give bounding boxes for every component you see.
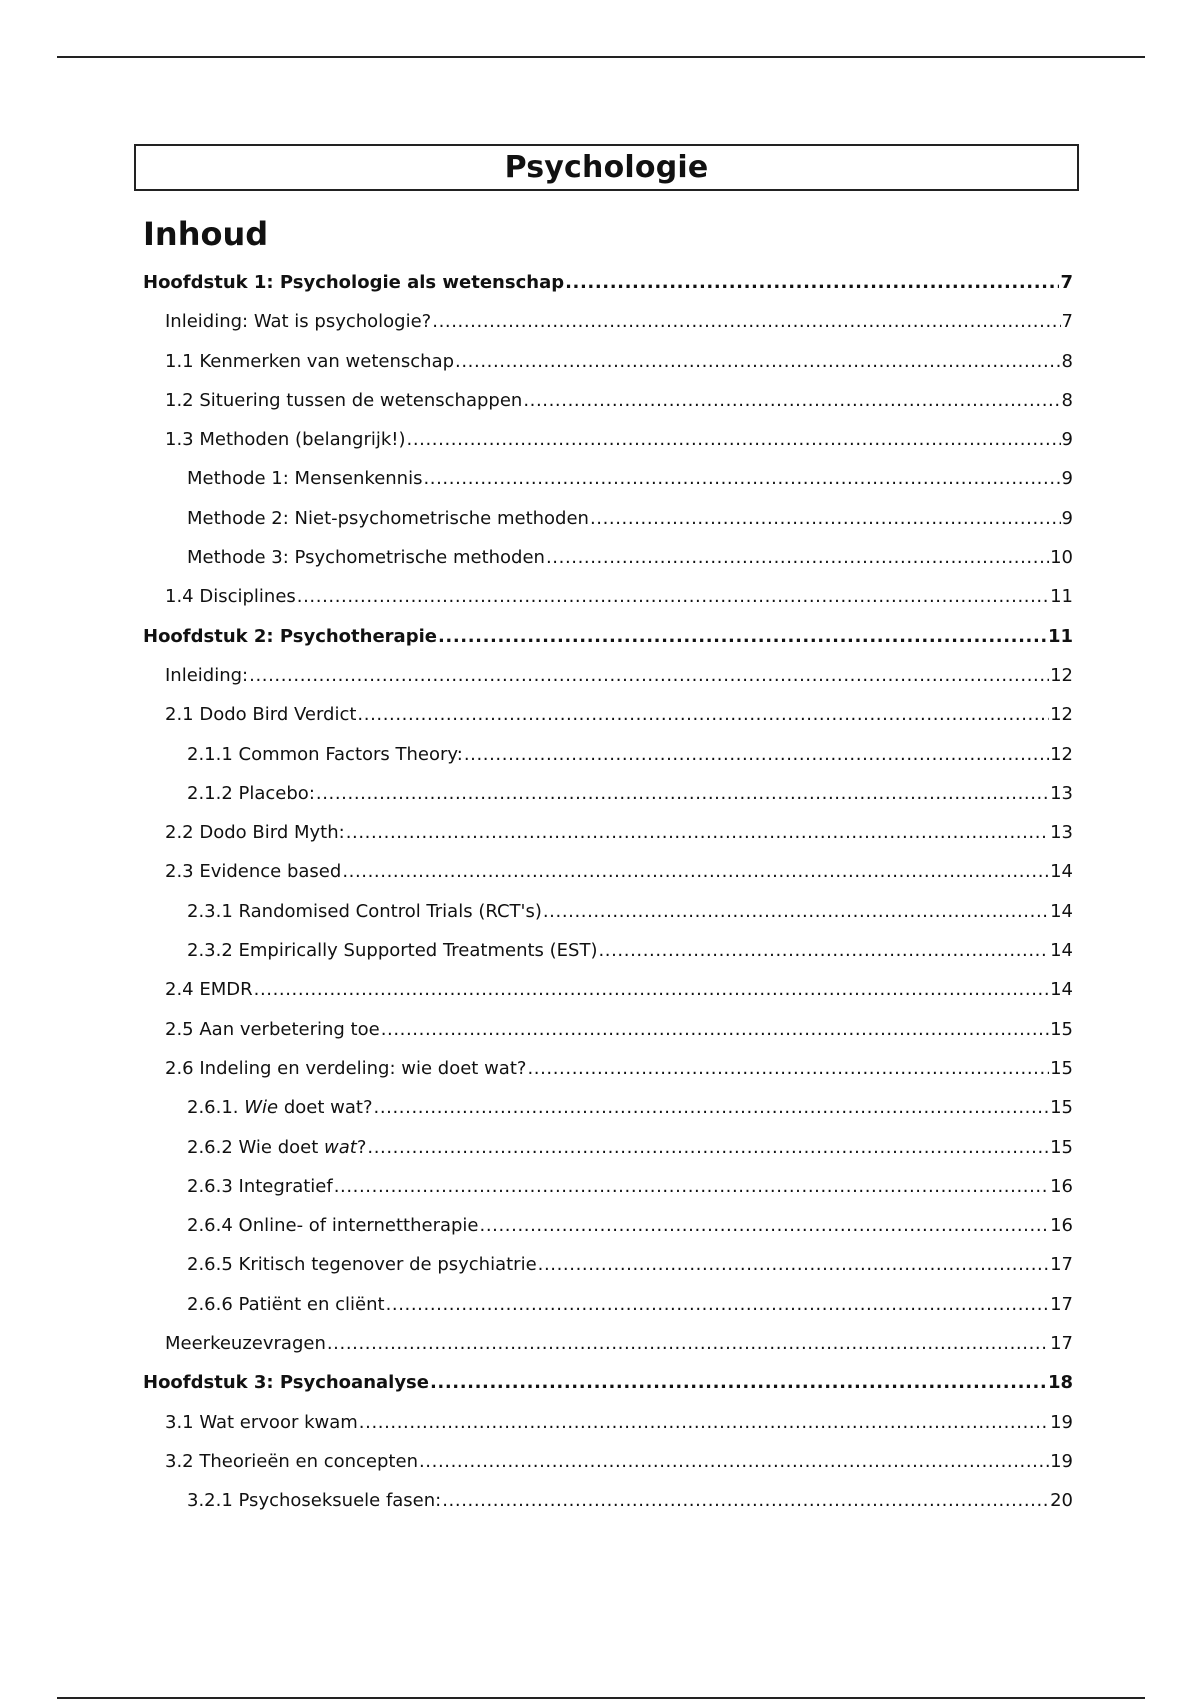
toc-entry-label: 1.1 Kenmerken van wetenschap — [165, 350, 455, 372]
toc-entry-label: Methode 1: Mensenkennis — [187, 468, 423, 490]
toc-entry-page-number: 19 — [1050, 1411, 1073, 1433]
toc-dot-leader — [254, 976, 1049, 1004]
toc-dot-leader — [432, 308, 1060, 336]
toc-entry[interactable] — [143, 819, 1073, 858]
toc-entry-label: Hoofdstuk 2: Psychotherapie — [143, 625, 437, 647]
toc-entry[interactable] — [143, 1487, 1073, 1526]
toc-entry[interactable] — [143, 505, 1073, 544]
toc-entry[interactable] — [143, 465, 1073, 504]
toc-dot-leader — [374, 1094, 1050, 1122]
toc-entry-label: 3.2.1 Psychoseksuele fasen: — [187, 1490, 442, 1512]
toc-entry-label: Meerkeuzevragen — [165, 1333, 326, 1355]
toc-entry-page-number: 16 — [1050, 1175, 1073, 1197]
toc-dot-leader — [297, 583, 1049, 611]
toc-entry-label — [187, 1094, 373, 1122]
toc-entry-page-number: 19 — [1050, 1450, 1073, 1472]
toc-dot-leader — [316, 780, 1049, 808]
toc-dot-leader — [565, 269, 1059, 297]
toc-entry-label-prefix: 2.6.2 Wie doet — [187, 1136, 325, 1158]
document-title-text: Psychologie — [504, 150, 709, 185]
toc-entry-label-prefix: 2.6.1. — [187, 1097, 245, 1119]
toc-entry-page-number: 11 — [1047, 625, 1073, 647]
toc-entry-label: 2.6 Indeling en verdeling: wie doet wat? — [165, 1057, 527, 1079]
toc-entry-label: 2.6.6 Patiënt en cliënt — [187, 1293, 385, 1315]
toc-entry-page-number: 17 — [1050, 1333, 1073, 1355]
toc-entry[interactable] — [143, 623, 1073, 662]
toc-dot-leader — [527, 1055, 1049, 1083]
toc-entry-page-number: 18 — [1047, 1372, 1073, 1394]
toc-dot-leader — [423, 465, 1060, 493]
toc-entry[interactable] — [143, 544, 1073, 583]
toc-entry-label: 2.2 Dodo Bird Myth: — [165, 822, 345, 844]
toc-dot-leader — [381, 1016, 1049, 1044]
toc-dot-leader — [442, 1487, 1049, 1515]
toc-entry-label: 2.3.1 Randomised Control Trials (RCT's) — [187, 900, 542, 922]
toc-entry-label: 1.4 Disciplines — [165, 586, 296, 608]
toc-dot-leader — [546, 544, 1049, 572]
toc-entry-page-number: 20 — [1050, 1490, 1073, 1512]
document-title — [134, 144, 1079, 191]
toc-entry[interactable] — [143, 1291, 1073, 1330]
toc-entry[interactable] — [143, 387, 1073, 426]
toc-entry-label-emphasis: Wie — [244, 1097, 279, 1119]
toc-entry-label: 3.1 Wat ervoor kwam — [165, 1411, 358, 1433]
toc-entry-page-number: 16 — [1050, 1215, 1073, 1237]
toc-entry-page-number: 14 — [1050, 900, 1073, 922]
toc-entry-label: 3.2 Theorieën en concepten — [165, 1450, 418, 1472]
toc-entry[interactable] — [143, 1016, 1073, 1055]
toc-dot-leader — [249, 662, 1049, 690]
toc-dot-leader — [523, 387, 1060, 415]
toc-entry-page-number: 9 — [1061, 429, 1073, 451]
toc-entry[interactable] — [143, 1448, 1073, 1487]
toc-entry[interactable] — [143, 662, 1073, 701]
toc-entry-page-number: 17 — [1050, 1254, 1073, 1276]
toc-dot-leader — [407, 426, 1061, 454]
toc-dot-leader — [386, 1291, 1050, 1319]
toc-heading: Inhoud — [143, 215, 269, 253]
toc-entry-page-number: 15 — [1050, 1097, 1073, 1119]
toc-dot-leader — [438, 623, 1047, 651]
toc-dot-leader — [480, 1212, 1050, 1240]
toc-entry-label: 2.3.2 Empirically Supported Treatments (EST) — [187, 940, 598, 962]
toc-entry-page-number: 10 — [1050, 547, 1073, 569]
toc-entry[interactable] — [143, 1369, 1073, 1408]
toc-entry-label — [187, 1134, 366, 1162]
toc-entry[interactable] — [143, 583, 1073, 622]
toc-dot-leader — [430, 1369, 1047, 1397]
toc-entry[interactable] — [143, 1212, 1073, 1251]
toc-entry[interactable] — [143, 1134, 1073, 1173]
toc-entry-label: Inleiding: — [165, 664, 249, 686]
toc-entry[interactable] — [143, 741, 1073, 780]
toc-entry[interactable] — [143, 348, 1073, 387]
footer-rule — [57, 1697, 1145, 1699]
toc-entry[interactable] — [143, 1409, 1073, 1448]
toc-dot-leader — [598, 937, 1049, 965]
toc-entry-page-number: 7 — [1060, 272, 1073, 293]
toc-entry[interactable] — [143, 858, 1073, 897]
toc-entry-label: 2.1.2 Placebo: — [187, 782, 315, 804]
toc-entry-label: 2.5 Aan verbetering toe — [165, 1018, 380, 1040]
toc-entry-label: Methode 2: Niet-psychometrische methoden — [187, 507, 589, 529]
toc-dot-leader — [419, 1448, 1049, 1476]
toc-entry-label-suffix: ? — [356, 1136, 367, 1158]
toc-dot-leader — [327, 1330, 1049, 1358]
header-rule — [57, 56, 1145, 58]
toc-entry[interactable] — [143, 1094, 1073, 1133]
toc-dot-leader — [334, 1173, 1049, 1201]
toc-entry[interactable] — [143, 308, 1073, 347]
toc-entry-page-number: 14 — [1050, 940, 1073, 962]
toc-entry-label: 2.1.1 Common Factors Theory: — [187, 743, 463, 765]
toc-entry-label: Hoofdstuk 1: Psychologie als wetenschap — [143, 272, 565, 293]
toc-entry-label: 2.6.3 Integratief — [187, 1175, 333, 1197]
toc-entry-label: 2.4 EMDR — [165, 979, 253, 1001]
toc-entry[interactable] — [143, 701, 1073, 740]
toc-entry[interactable] — [143, 780, 1073, 819]
toc-entry-page-number: 17 — [1050, 1293, 1073, 1315]
toc-entry-page-number: 11 — [1050, 586, 1073, 608]
toc-entry-label: Methode 3: Psychometrische methoden — [187, 547, 545, 569]
toc-entry-page-number: 14 — [1050, 861, 1073, 883]
toc-entry[interactable] — [143, 269, 1073, 308]
toc-entry[interactable] — [143, 898, 1073, 937]
toc-entry-page-number: 14 — [1050, 979, 1073, 1001]
toc-entry-page-number: 13 — [1050, 822, 1073, 844]
toc-entry[interactable] — [143, 976, 1073, 1015]
toc-entry[interactable] — [143, 1055, 1073, 1094]
toc-entry-page-number: 12 — [1050, 664, 1073, 686]
toc-entry-page-number: 12 — [1050, 704, 1073, 726]
toc-dot-leader — [367, 1134, 1049, 1162]
toc-entry[interactable] — [143, 937, 1073, 976]
toc-entry-label: 1.3 Methoden (belangrijk!) — [165, 429, 406, 451]
toc-entry-page-number: 15 — [1050, 1018, 1073, 1040]
toc-entry[interactable] — [143, 1330, 1073, 1369]
toc-entry-label: 2.6.5 Kritisch tegenover de psychiatrie — [187, 1254, 537, 1276]
toc-dot-leader — [543, 898, 1049, 926]
toc-entry-label: 2.6.4 Online- of internettherapie — [187, 1215, 479, 1237]
toc-entry-label: 1.2 Situering tussen de wetenschappen — [165, 389, 523, 411]
toc-dot-leader — [359, 1409, 1049, 1437]
toc-entry-label: 2.1 Dodo Bird Verdict — [165, 704, 357, 726]
toc-entry-label: Inleiding: Wat is psychologie? — [165, 311, 432, 333]
toc-entry-label: 2.3 Evidence based — [165, 861, 342, 883]
toc-entry-label-emphasis: wat — [324, 1136, 357, 1158]
toc-entry-label: Hoofdstuk 3: Psychoanalyse — [143, 1372, 429, 1394]
toc-dot-leader — [342, 858, 1049, 886]
toc-dot-leader — [464, 741, 1049, 769]
toc-dot-leader — [590, 505, 1061, 533]
toc-entry[interactable] — [143, 426, 1073, 465]
toc-entry-page-number: 15 — [1050, 1136, 1073, 1158]
toc-entry-page-number: 12 — [1050, 743, 1073, 765]
toc-entry-page-number: 9 — [1061, 507, 1073, 529]
toc-dot-leader — [455, 348, 1061, 376]
toc-entry[interactable] — [143, 1173, 1073, 1212]
toc-entry-page-number: 9 — [1061, 468, 1073, 490]
toc-entry[interactable] — [143, 1251, 1073, 1290]
toc-dot-leader — [357, 701, 1049, 729]
toc-entry-page-number: 7 — [1061, 311, 1073, 333]
toc-entry-page-number: 15 — [1050, 1057, 1073, 1079]
toc-entry-page-number: 8 — [1061, 389, 1073, 411]
toc-entry-label-suffix: doet wat? — [278, 1097, 373, 1119]
toc-entry-page-number: 8 — [1061, 350, 1073, 372]
toc-dot-leader — [346, 819, 1049, 847]
toc-entry-page-number: 13 — [1050, 782, 1073, 804]
table-of-contents — [143, 269, 1073, 1527]
toc-dot-leader — [538, 1251, 1049, 1279]
